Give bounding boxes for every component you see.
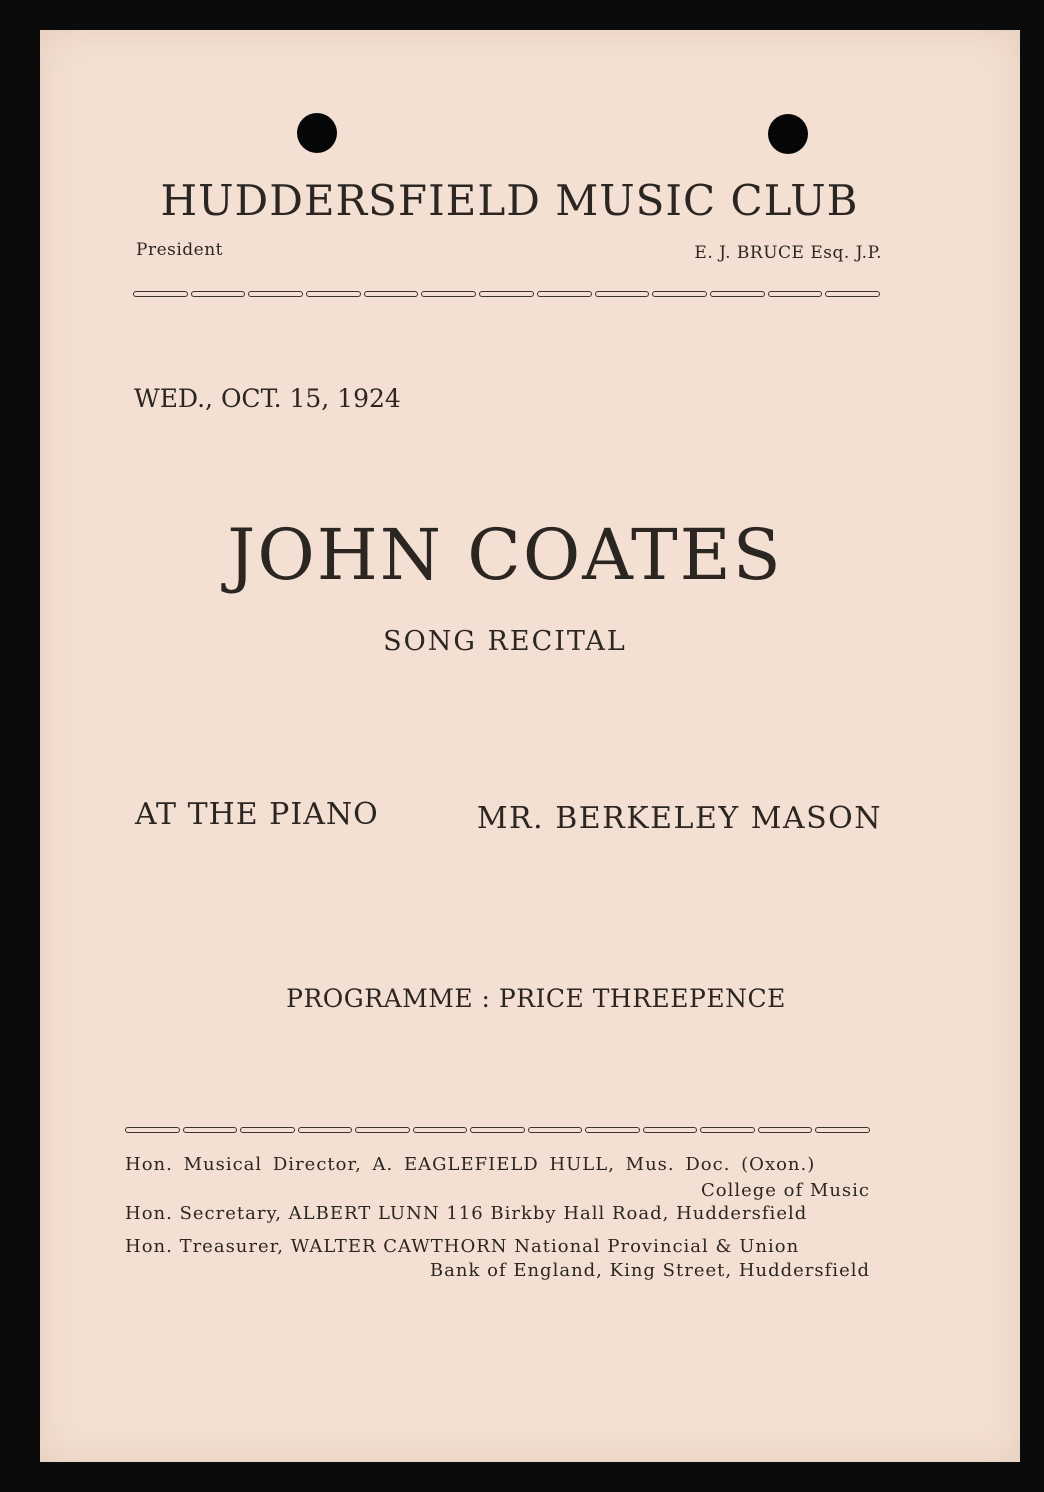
punch-hole-left bbox=[297, 113, 337, 153]
club-title: HUDDERSFIELD MUSIC CLUB bbox=[160, 176, 859, 225]
programme-price: PROGRAMME : PRICE THREEPENCE bbox=[286, 984, 786, 1013]
director-line-1: Hon. Musical Director, A. EAGLEFIELD HULL, Mus. Doc. (Oxon.) bbox=[125, 1154, 816, 1175]
event-date: WED., OCT. 15, 1924 bbox=[134, 384, 401, 413]
president-name: E. J. BRUCE Esq. J.P. bbox=[694, 243, 882, 263]
secretary-line: Hon. Secretary, ALBERT LUNN 116 Birkby Hall Road, Huddersfield bbox=[125, 1203, 808, 1224]
programme-card bbox=[40, 30, 1020, 1462]
pianist-name: MR. BERKELEY MASON bbox=[476, 801, 882, 836]
treasurer-line-1: Hon. Treasurer, WALTER CAWTHORN National Provincial & Union bbox=[125, 1236, 800, 1257]
artist-name: JOHN COATES bbox=[227, 514, 783, 596]
piano-label: AT THE PIANO bbox=[135, 797, 379, 832]
president-label: President bbox=[136, 240, 224, 260]
bottom-divider bbox=[125, 1127, 870, 1135]
director-line-2: College of Music bbox=[701, 1180, 870, 1201]
event-type: SONG RECITAL bbox=[383, 626, 627, 657]
punch-hole-right bbox=[768, 114, 808, 154]
treasurer-line-2: Bank of England, King Street, Huddersfield bbox=[429, 1260, 870, 1281]
top-divider bbox=[133, 291, 880, 299]
